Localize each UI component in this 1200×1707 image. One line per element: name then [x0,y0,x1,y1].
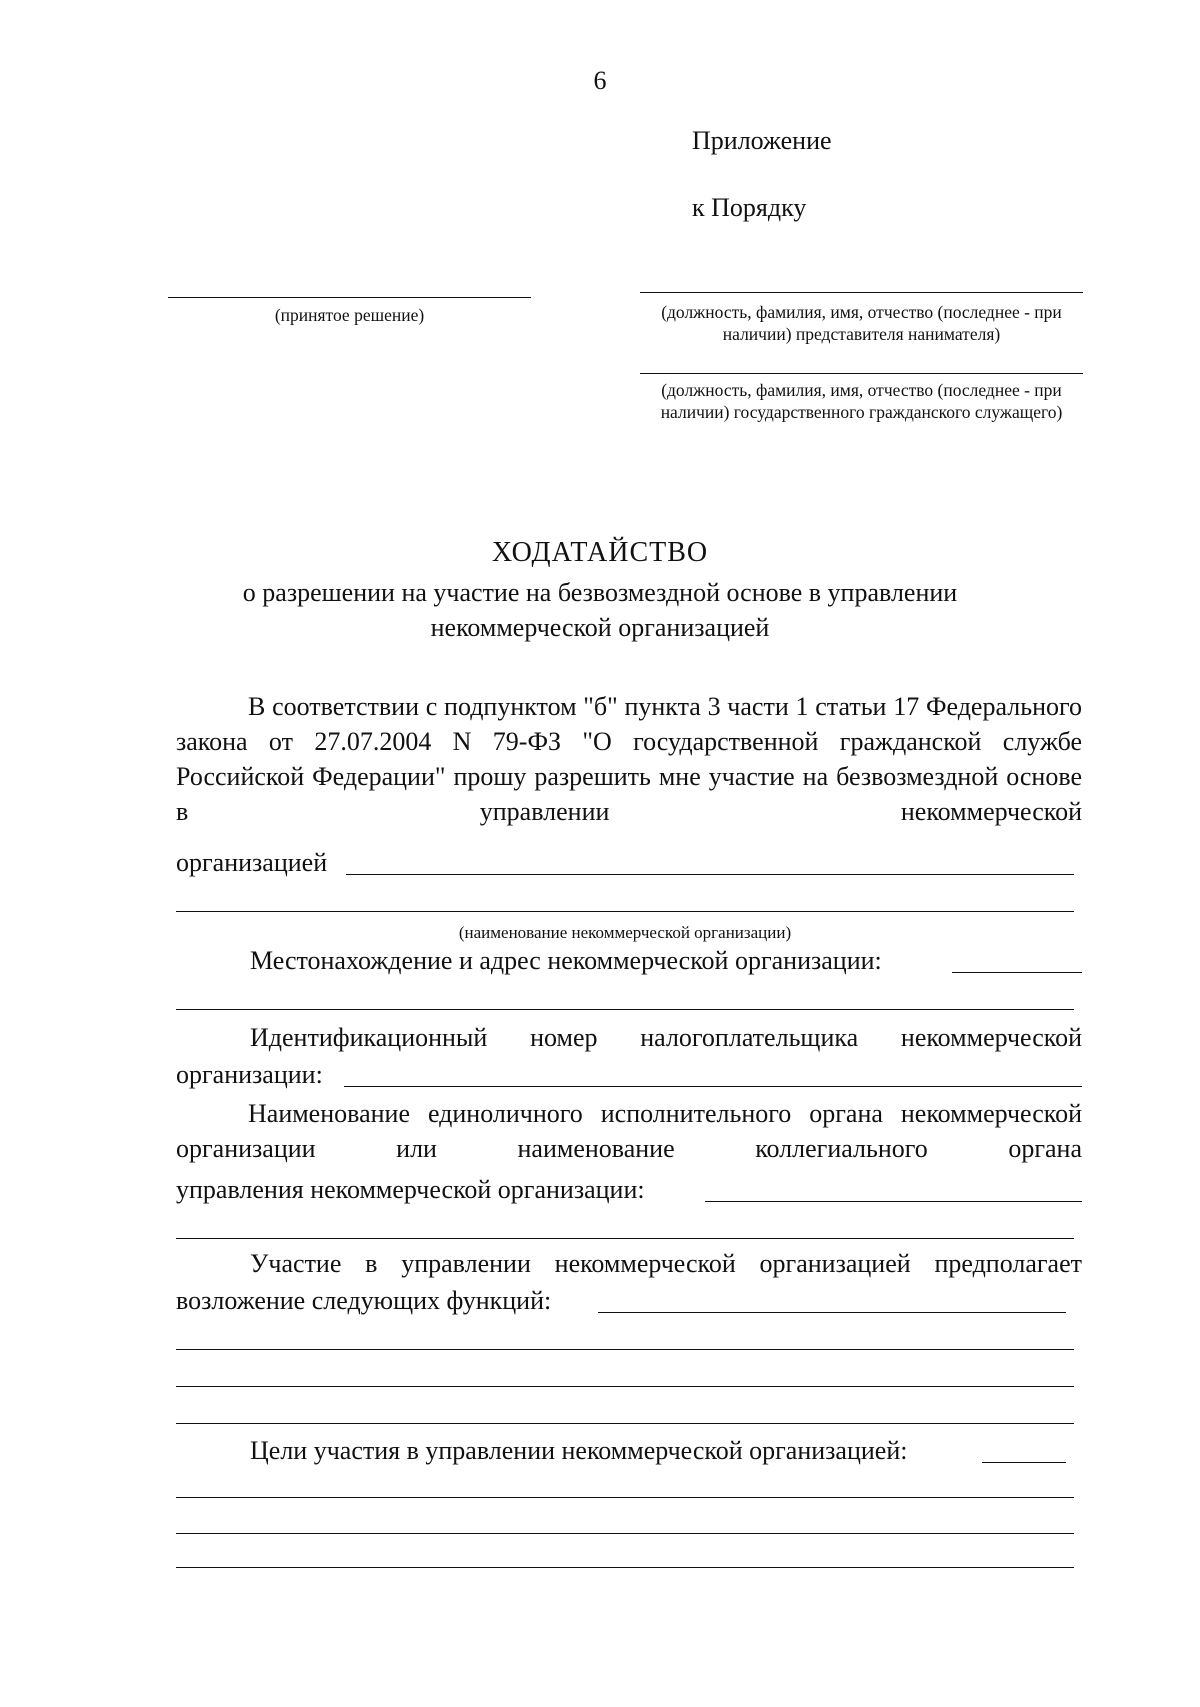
request-paragraph [176,689,1082,829]
employer-rep-caption: (должность, фамилия, имя, отчество (последнее - при наличии) представителя нанимателя) [661,302,1062,344]
goals-field-line[interactable] [982,1462,1066,1463]
location-field-line[interactable] [952,972,1082,973]
decision-caption: (принятое решение) [274,305,425,325]
goals-field-line-2[interactable] [176,1497,1074,1498]
servant-field-line[interactable] [640,373,1083,374]
subtitle-line-2: некоммерческой организацией [430,613,770,642]
functions-label-1 [250,1246,1082,1281]
request-text: В соответствии с подпунктом "б" пункта 3 части 1 статьи 17 Федерального закона от 27.07.2004 N 79-ФЗ "О государственной гражданской службе Российской Федерации" прошу разрешить мне участие на безвозмездной основе в управлении некоммерческой [176,692,1082,826]
functions-label-2: возложение следующих функций: [176,1286,552,1315]
document-subtitle [0,575,1200,645]
inn-field-line[interactable] [344,1086,1082,1087]
org-name-caption: (наименование некоммерческой организации) [458,923,792,942]
page-number: 6 [593,66,607,95]
org-name-field-line[interactable] [346,874,1074,875]
org-name-field-line-2[interactable] [176,911,1074,912]
goals-label: Цели участия в управлении некоммерческой организацией: [250,1436,908,1465]
appendix-reference: к Порядку [692,193,807,222]
inn-label-1 [250,1020,1082,1055]
org-label: организацией [176,848,328,877]
functions-text: Участие в управлении некоммерческой организацией предполагает [250,1249,1082,1278]
appendix-label: Приложение [692,126,832,155]
location-label: Местонахождение и адрес некоммерческой организации: [250,946,882,975]
inn-label-2: организации: [176,1060,323,1089]
exec-body-field-line-2[interactable] [176,1238,1074,1239]
servant-caption: (должность, фамилия, имя, отчество (последнее - при наличии) государственного гражданского служащего) [660,380,1063,422]
functions-field-line-4[interactable] [176,1423,1074,1424]
functions-field-line-3[interactable] [176,1386,1074,1387]
exec-body-text: Наименование единоличного исполнительного органа некоммерческой организации или наименование коллегиального органа [176,1099,1082,1163]
employer-rep-field-line[interactable] [640,292,1083,293]
functions-field-line-2[interactable] [176,1349,1074,1350]
goals-field-line-4[interactable] [176,1567,1074,1568]
goals-field-line-3[interactable] [176,1533,1074,1534]
inn-text: Идентификационный номер налогоплательщика некоммерческой [250,1023,1082,1052]
subtitle-line-1: о разрешении на участие на безвозмездной основе в управлении [242,578,958,607]
exec-body-label: управления некоммерческой организации: [176,1175,645,1204]
functions-field-line[interactable] [598,1312,1066,1313]
exec-body-paragraph [176,1096,1082,1166]
document-title: ХОДАТАЙСТВО [491,537,709,568]
exec-body-field-line[interactable] [705,1201,1082,1202]
decision-field-line[interactable] [168,297,531,298]
location-field-line-2[interactable] [176,1009,1074,1010]
